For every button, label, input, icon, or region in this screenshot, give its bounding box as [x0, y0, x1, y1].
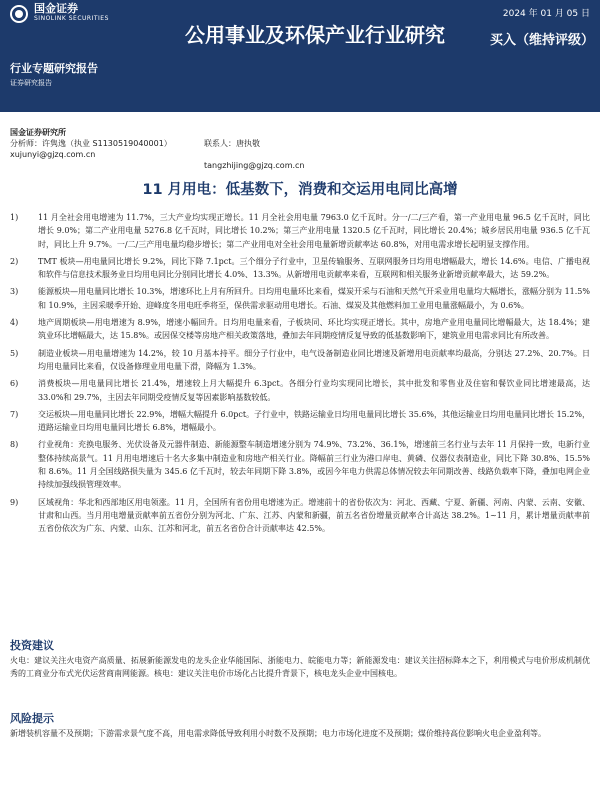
report-date: 2024 年 01 月 05 日: [502, 9, 590, 19]
contact-email: tangzhijing@gjzq.com.cn: [204, 161, 305, 170]
invest-body: 火电：建议关注火电资产高质量、拓展新能源发电的龙头企业华能国际、浙能电力、皖能电力等；新能源发电：建议关注招标降本之下，利用模式与电价形成机制优秀的工商业分布式光伏运营商南网能源。核电：建议关注电价市场化占比提升背景下，核电龙头企业中国核电。: [10, 656, 590, 679]
invest-heading: 投资建议: [10, 639, 54, 652]
report-subtype: 证券研究报告: [10, 79, 52, 87]
list-item: [10, 255, 590, 282]
key-points-list: [10, 211, 590, 540]
item-number: 6): [10, 379, 19, 389]
report-header: [0, 0, 600, 112]
logo-name-cn: 国金证券: [34, 2, 78, 15]
analyst-name: 分析师：许隽逸（执业 S1130519040001）: [10, 139, 172, 148]
item-number: 5): [10, 348, 19, 358]
item-number: 3): [10, 287, 19, 297]
item-text: 地产周期板块—用电增速为 8.9%，增速小幅回升。日均用电量来看，子板块同、环比均实现正增长。其中，房地产业用电量同比增幅最大，达 18.4%；建筑业环比增幅最大，达 15.8%。或因保交楼等房地产相关政策落地，叠加去年同期疫情反复导致的低基数影响下，建筑业用电需求同比有所改善。: [38, 318, 590, 341]
risk-body: 新增装机容量不及预期；下游需求景气度不高，用电需求降低导致利用小时数不及预期；电力市场化进度不及预期；煤价维持高位影响火电企业盈利等。: [10, 729, 546, 738]
header-title: 公用事业及环保产业行业研究: [185, 23, 445, 47]
item-text: 区域视角：华北和西部地区用电领涨。11 月，全国所有省份用电增速为正。增速前十的省份依次为：河北、西藏、宁夏、新疆、河南、内蒙、云南、安徽、甘肃和山西。当月用电增量贡献率前五省份分别为河北、广东、江苏、内蒙和新疆，前五名省份增量贡献率合计高达 38.2%。1~11 月，累计增量贡献率前五省份依次为广东、内蒙、山东、江苏和河北，前五名省份合计贡献率达 42.5%。: [38, 497, 590, 534]
item-number: 7): [10, 409, 19, 419]
list-item: [10, 408, 590, 435]
report-title: 11 月用电：低基数下，消费和交运用电同比高增: [142, 182, 458, 198]
author-info: [10, 127, 590, 171]
item-number: 8): [10, 440, 19, 450]
item-text: TMT 板块—用电量同比增长 9.2%，同比下降 7.1pct。三个细分子行业中，卫星传输服务、互联网服务日均用电增幅最大，增长 14.6%。电信、广播电视和软件与信息技术服务业日均用电同比分别同比增长 4.0%、13.3%。从新增用电贡献率来看，互联网和相关服务业新增贡献率最大，达 59.2%。: [38, 256, 590, 280]
report-type: 行业专题研究报告: [10, 62, 98, 75]
list-item: [10, 438, 590, 491]
item-number: 9): [10, 497, 19, 507]
risk-heading: 风险提示: [10, 712, 54, 725]
logo-name-en: SINOLINK SECURITIES: [34, 15, 109, 22]
list-item: [10, 347, 590, 374]
analyst-email: xujunyi@gjzq.com.cn: [10, 150, 96, 159]
item-text: 能源板块—用电量同比增长 10.3%，增速环比上月有所回升。日均用电量环比来看，煤炭开采与石油和天然气开采业用电量均大幅增长，涨幅分别为 11.5%和 10.9%，主因采暖季开始、迎峰度冬用电旺季将至，保供需求驱动用电增长。石油、煤炭及其他燃料加工业用电量涨幅最小，为 0.6%。: [38, 287, 590, 310]
item-number: 1): [10, 213, 19, 222]
research-institute: 国金证券研究所: [10, 128, 66, 137]
contact-name: 联系人：唐执敬: [204, 139, 260, 148]
list-item: [10, 285, 590, 312]
item-text: 11 月全社会用电增速为 11.7%，三大产业均实现正增长。11 月全社会用电量 7963.0 亿千瓦时。分一/二/三产看，第一产业用电量 96.5 亿千瓦时，同比增长 9.0%；第二产业用电量 5276.8 亿千瓦时，同比增长 10.2%；第三产业用电量 1320.5 亿千瓦时，同比增长 20.4%；城乡居民用电量 936.5 亿千瓦时，同比上升 9.7%。一/二/三产用电量均稳步增长；第二产业用电对全社会用电量新增贡献率达 60.8%，对用电需求增长起明显支撑作用。: [38, 213, 590, 249]
item-text: 消费板块—用电量同比增长 21.4%，增速较上月大幅提升 6.3pct。各细分行业均实现同比增长，其中批发和零售业及住宿和餐饮业同比增速最高，达 33.0%和 29.7%，主因去年同期受疫情反复等因素影响基数较低。: [38, 379, 590, 402]
item-number: 4): [10, 318, 19, 328]
item-text: 制造业板块—用电量增速为 14.2%，较 10 月基本持平。细分子行业中，电气设备制造业同比增速及新增用电贡献率均最高，分别达 27.2%、20.7%。日均用电量同比来看，仅设备修理业用电量下滑，降幅为 1.3%。: [38, 348, 590, 371]
list-item: [10, 211, 590, 251]
list-item: [10, 496, 590, 536]
list-item: [10, 377, 590, 404]
broker-logo: [10, 4, 109, 24]
rating-badge: 买入（维持评级）: [490, 33, 595, 48]
item-number: 2): [10, 256, 19, 266]
list-item: [10, 316, 590, 343]
item-text: 交运板块—用电量同比增长 22.9%，增幅大幅提升 6.0pct。子行业中，铁路运输业日均用电量同比增长 35.6%，其他运输业日均用电量同比增长 15.2%，道路运输业日均用电量同比增长 6.8%，增幅最小。: [38, 409, 590, 433]
logo-icon: [10, 5, 28, 23]
item-text: 行业视角：充换电服务、光伏设备及元器件制造、新能源整车制造增速分别为 74.9%、73.2%、36.1%，增速前三名行业与去年 11 月保持一致，电新行业整体持续高景气。11 月用电增速后十名大多集中制造业和房地产相关行业。降幅前三行业为港口岸电、黄磷、仪器仪表制造业，同比下降 30.8%、15.5%和 8.6%。11 月全国线路损失量为 345.6 亿千瓦时，较去年同期下降 3.8%，或因今年电力供需总体情况较去年同期改善、线路负载率下降，叠加电网企业持续加强线损管理效率。: [38, 440, 590, 490]
